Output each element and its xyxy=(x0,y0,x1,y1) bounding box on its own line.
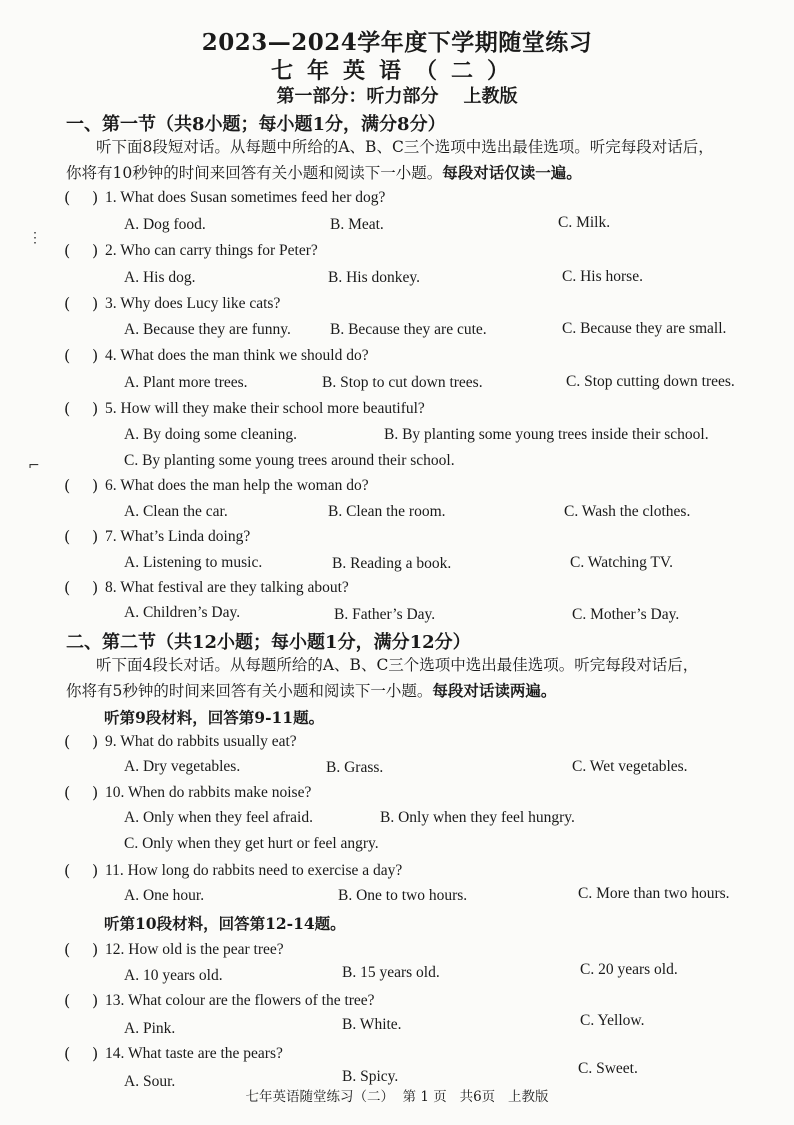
question-text: 10. When do rabbits make noise? xyxy=(105,784,312,801)
question-1 xyxy=(64,188,784,214)
section2-instr-line2a: 你将有5秒钟的时间来回答有关小题和阅读下一小题。 xyxy=(66,682,433,700)
option-c: C. Mother’s Day. xyxy=(572,606,680,623)
option-b: B. Reading a book. xyxy=(332,555,452,572)
section1-instr-line1: 听下面8段短对话。从每题中所给的A、B、C三个选项中选出最佳选项。听完每段对话后， xyxy=(96,138,714,156)
section1-instructions xyxy=(66,134,766,186)
question-text: 4. What does the man think we should do? xyxy=(105,347,369,364)
option-a: A. 10 years old. xyxy=(124,967,223,984)
option-b: B. Stop to cut down trees. xyxy=(322,374,483,391)
option-a: A. By doing some cleaning. xyxy=(124,426,298,443)
answer-blank[interactable]: ( ) xyxy=(64,991,99,1010)
option-a: A. His dog. xyxy=(124,269,196,286)
option-c: C. Stop cutting down trees. xyxy=(566,373,735,390)
answer-blank[interactable]: ( ) xyxy=(64,294,99,313)
question-text: 14. What taste are the pears? xyxy=(105,1045,283,1062)
answer-blank[interactable]: ( ) xyxy=(64,527,99,546)
question-text: 12. How old is the pear tree? xyxy=(105,941,284,958)
answer-blank[interactable]: ( ) xyxy=(64,399,99,418)
section2-heading: 二、第二节（共12小题；每小题1分，满分12分） xyxy=(66,632,471,653)
option-b: B. Clean the room. xyxy=(328,503,446,520)
option-b: B. Father’s Day. xyxy=(334,606,436,623)
option-c: C. Watching TV. xyxy=(570,554,673,571)
answer-blank[interactable]: ( ) xyxy=(64,732,99,751)
option-b: B. Grass. xyxy=(326,759,384,776)
answer-blank[interactable]: ( ) xyxy=(64,476,99,495)
question-text: 7. What’s Linda doing? xyxy=(105,528,251,545)
option-a: A. Sour. xyxy=(124,1073,176,1090)
question-13 xyxy=(64,991,784,1017)
exam-title: 2023—2024学年度下学期随堂练习 xyxy=(201,29,593,56)
answer-blank[interactable]: ( ) xyxy=(64,241,99,260)
question-8 xyxy=(64,578,784,604)
part-heading: 第一部分：听力部分 上教版 xyxy=(276,86,518,107)
question-text: 1. What does Susan sometimes feed her dog? xyxy=(105,189,386,206)
option-a: A. Only when they feel afraid. xyxy=(124,809,313,826)
option-c: C. Yellow. xyxy=(580,1012,645,1029)
option-b: B. 15 years old. xyxy=(342,964,440,981)
option-b: B. Only when they feel hungry. xyxy=(380,809,575,826)
question-9 xyxy=(64,732,784,758)
option-a: A. Pink. xyxy=(124,1020,176,1037)
answer-blank[interactable]: ( ) xyxy=(64,861,99,880)
question-7 xyxy=(64,527,784,553)
question-text: 2. Who can carry things for Peter? xyxy=(105,242,318,259)
question-text: 8. What festival are they talking about? xyxy=(105,579,349,596)
option-c: C. Because they are small. xyxy=(562,320,727,337)
question-11 xyxy=(64,861,784,887)
margin-mark-dots: ⋮ xyxy=(28,230,42,246)
question-text: 6. What does the man help the woman do? xyxy=(105,477,369,494)
question-6 xyxy=(64,476,784,502)
option-a: A. Clean the car. xyxy=(124,503,228,520)
group-heading-12-14: 听第10段材料，回答第12-14题。 xyxy=(104,914,346,933)
option-b: B. Meat. xyxy=(330,216,384,233)
option-b: B. Spicy. xyxy=(342,1068,399,1085)
option-a: A. Because they are funny. xyxy=(124,321,291,338)
answer-blank[interactable]: ( ) xyxy=(64,578,99,597)
option-b: B. Because they are cute. xyxy=(330,321,487,338)
section2-instructions xyxy=(66,652,766,704)
answer-blank[interactable]: ( ) xyxy=(64,346,99,365)
option-a: A. Plant more trees. xyxy=(124,374,248,391)
question-2 xyxy=(64,241,784,267)
section2-instr-line1: 听下面4段长对话。从每题所给的A、B、C三个选项中选出最佳选项。听完每段对话后， xyxy=(96,656,699,674)
option-b: B. His donkey. xyxy=(328,269,420,286)
option-a: A. Dry vegetables. xyxy=(124,758,241,775)
page-footer: 七年英语随堂练习（二） 第 1 页 共6页 上教版 xyxy=(245,1089,549,1105)
answer-blank[interactable]: ( ) xyxy=(64,783,99,802)
option-a: A. One hour. xyxy=(124,887,205,904)
option-c: C. 20 years old. xyxy=(580,961,678,978)
answer-blank[interactable]: ( ) xyxy=(64,1044,99,1063)
question-text: 9. What do rabbits usually eat? xyxy=(105,733,297,750)
option-b: B. White. xyxy=(342,1016,402,1033)
option-b: B. One to two hours. xyxy=(338,887,468,904)
section1-instr-line2a: 你将有10秒钟的时间来回答有关小题和阅读下一小题。 xyxy=(66,164,443,182)
option-a: A. Children’s Day. xyxy=(124,604,241,621)
question-text: 5. How will they make their school more beautiful? xyxy=(105,400,425,417)
section1-instr-line2b: 每段对话仅读一遍。 xyxy=(442,163,582,182)
section2-instr-line2b: 每段对话读两遍。 xyxy=(432,681,557,700)
answer-blank[interactable]: ( ) xyxy=(64,940,99,959)
option-a: A. Listening to music. xyxy=(124,554,263,571)
option-c: C. Sweet. xyxy=(578,1060,638,1077)
exam-subtitle: 七年英语（二） xyxy=(270,58,523,84)
group-heading-9-11: 听第9段材料，回答第9-11题。 xyxy=(104,708,325,727)
question-10 xyxy=(64,783,784,809)
question-14 xyxy=(64,1044,784,1070)
option-c: C. More than two hours. xyxy=(578,885,730,902)
section1-heading: 一、第一节（共8小题；每小题1分，满分8分） xyxy=(66,114,446,135)
option-c: C. Wet vegetables. xyxy=(572,758,688,775)
question-text: 13. What colour are the flowers of the tree? xyxy=(105,992,375,1009)
question-5 xyxy=(64,399,784,425)
option-b: B. By planting some young trees inside their school. xyxy=(384,426,709,443)
option-c: C. Milk. xyxy=(558,214,611,231)
question-text: 3. Why does Lucy like cats? xyxy=(105,295,281,312)
answer-blank[interactable]: ( ) xyxy=(64,188,99,207)
question-4 xyxy=(64,346,784,372)
option-c: C. His horse. xyxy=(562,268,643,285)
question-text: 11. How long do rabbits need to exercise a day? xyxy=(105,862,403,879)
margin-mark-bracket: ⌐ xyxy=(28,458,40,474)
option-a: A. Dog food. xyxy=(124,216,206,233)
option-c: C. Only when they get hurt or feel angry. xyxy=(124,835,379,852)
option-c: C. Wash the clothes. xyxy=(564,503,691,520)
option-c: C. By planting some young trees around their school. xyxy=(124,452,455,469)
question-3 xyxy=(64,294,784,320)
